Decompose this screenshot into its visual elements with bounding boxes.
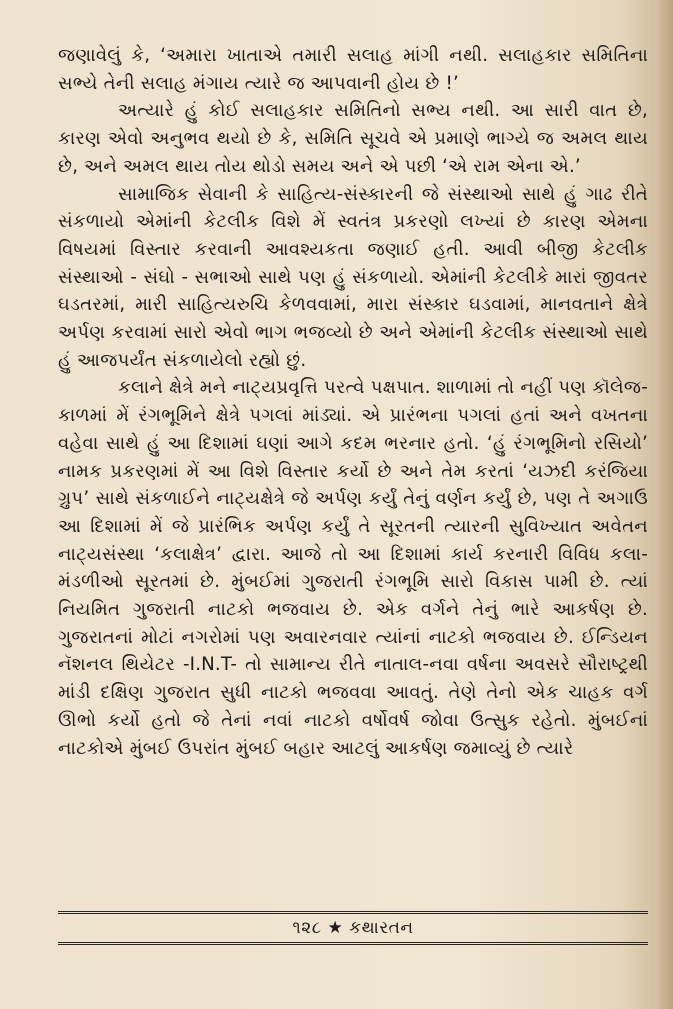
page-edge: [655, 0, 673, 1009]
paragraph-2: અત્યારે હું કોઈ સલાહકાર સમિતિનો સભ્ય નથી. આ સારી વાત છે, કારણ એવો અનુભવ થયો છે કે, સમિતિ સૂચવે એ પ્રમાણે ભાગ્યે જ અમલ થાય છે, અને અમલ થાય તોય થોડો સમય અને એ પછી ‘એ રામ એના એ.’: [58, 100, 648, 177]
body-text: [58, 42, 648, 762]
paragraph-1: જણાવેલું કે, ‘અમારા ખાતાએ તમારી સલાહ માંગી નથી. સલાહકાર સમિતિના સભ્યે તેની સલાહ મંગાય ત્યારે જ આપવાની હોય છે !’: [58, 45, 648, 94]
paragraph-4: કલાને ક્ષેત્રે મને નાટ્યપ્રવૃત્તિ પરત્વે પક્ષપાત. શાળામાં તો નહીં પણ કૉલેજ-કાળમાં મેં રંગભૂમિને ક્ષેત્રે પગલાં માંડ્યાં. એ પ્રારંભના પગલાં હતાં અને વખતના વહેવા સાથે હું આ દિશામાં ઘણાં આગે કદમ ભરનાર હતો. ‘હું રંગભૂમિનો રસિયો’ નામક પ્રકરણમાં મેં આ વિશે વિસ્તાર કર્યો છે અને તેમ કરતાં ‘યઝદી કરંજિયા ગ્રુપ’ સાથે સંકળાઈને નાટ્યક્ષેત્રે જે અર્પણ કર્યું તેનું વર્ણન કર્યું છે, પણ તે અગાઉ આ દિશામાં મેં જે પ્રારંભિક અર્પણ કર્યું તે સૂરતની ત્યારની સુવિખ્યાત અવેતન નાટ્યસંસ્થા ‘કલાક્ષેત્ર’ દ્વારા. આજે તો આ દિશામાં કાર્ય કરનારી વિવિધ કલા-મંડળીઓ સૂરતમાં છે. મુંબઈમાં ગુજરાતી રંગભૂમિ સારો વિકાસ પામી છે. ત્યાં નિયમિત ગુજરાતી નાટકો ભજવાય છે. એક વર્ગને તેનું ભારે આકર્ષણ છે. ગુજરાતનાં મોટાં નગરોમાં પણ અવારનવાર ત્યાંનાં નાટકો ભજવાય છે. ઈન્ડિયન નૅશનલ થિયેટર -I.N.T- તો સામાન્ય રીતે નાતાલ-નવા વર્ષના અવસરે સૌરાષ્ટ્રથી માંડી દક્ષિણ ગુજરાત સુધી નાટકો ભજવવા આવતું. તેણે તેનો એક ચાહક વર્ગ ઊભો કર્યો હતો જે તેનાં નવાં નાટકો વર્ષોવર્ષ જોવા ઉત્સુક રહેતો. મુંબઈનાં નાટકોએ મુંબઈ ઉપરાંત મુંબઈ બહાર આટલું આકર્ષણ જમાવ્યું છે ત્યારે: [58, 377, 648, 759]
footer-page-number-title: ૧૨૮ ★ કથારતન: [292, 918, 414, 938]
paragraph-3: સામાજિક સેવાની કે સાહિત્ય-સંસ્કારની જે સંસ્થાઓ સાથે હું ગાઢ રીતે સંકળાયો એમાંની કેટલીક વિશે મેં સ્વતંત્ર પ્રકરણો લખ્યાં છે કારણ એમના વિષયમાં વિસ્તાર કરવાની આવશ્યકતા જણાઈ હતી. આવી બીજી કેટલીક સંસ્થાઓ - સંઘો - સભાઓ સાથે પણ હું સંકળાયો. એમાંની કેટલીકે મારાં જીવતર ઘડતરમાં, મારી સાહિત્યરુચિ કેળવવામાં, મારા સંસ્કાર ઘડવામાં, માનવતાને ક્ષેત્રે અર્પણ કરવામાં સારો એવો ભાગ ભજવ્યો છે અને એમાંની કેટલીક સંસ્થાઓ સાથે હું આજપર્યંત સંકળાયેલો રહ્યો છું.: [58, 183, 648, 371]
page-footer: [58, 911, 648, 945]
